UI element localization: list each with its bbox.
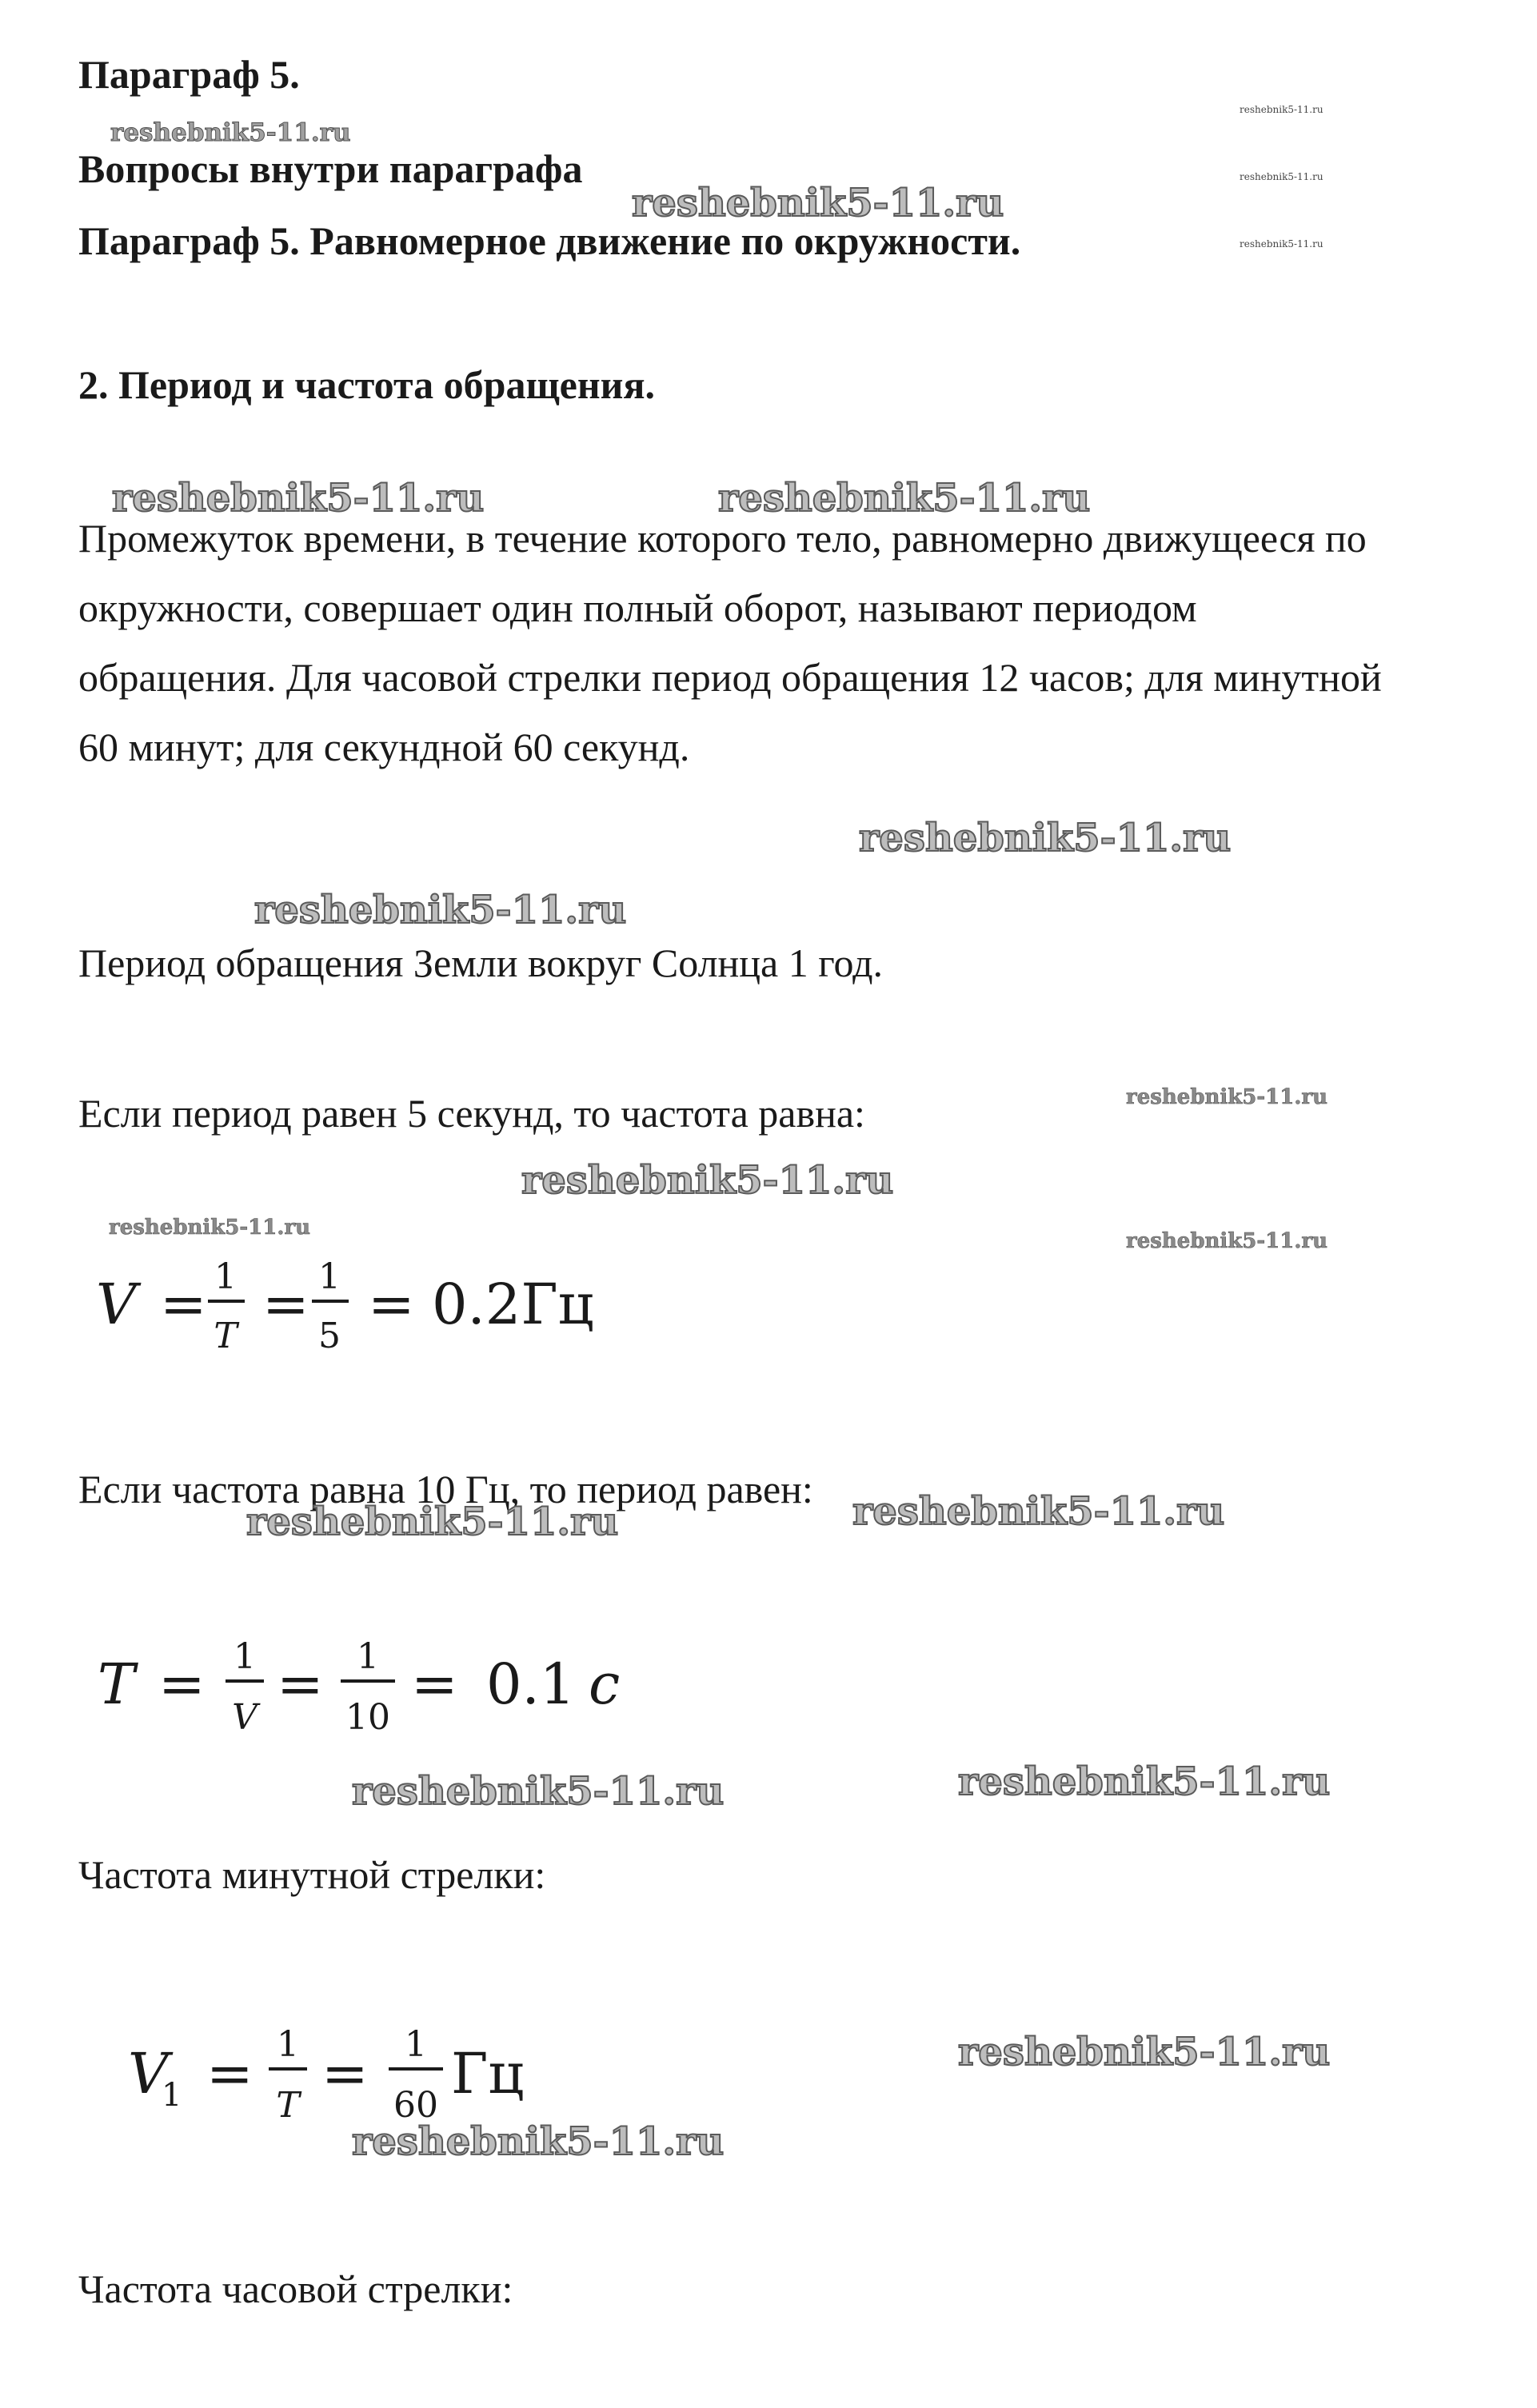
if-frequency-text: Если частота равна 10 Гц, то период равен: — [78, 1467, 813, 1511]
formula-denominator: 60 — [393, 2085, 438, 2126]
if-period-text: Если период равен 5 секунд, то частота равна: — [78, 1091, 865, 1136]
formula-numerator: 1 — [318, 1256, 341, 1297]
formula-result: 0.2Гц — [432, 1272, 594, 1337]
watermark: reshebnik5-11.ru — [112, 476, 485, 521]
watermark: reshebnik5-11.ru — [352, 1769, 725, 1814]
hour-hand-text: Частота часовой стрелки: — [78, 2266, 513, 2311]
watermark: reshebnik5-11.ru — [110, 118, 351, 147]
formula-unit: c — [589, 1651, 621, 1717]
watermark: reshebnik5-11.ru — [852, 1489, 1225, 1534]
svg-text:=: = — [411, 1651, 458, 1717]
formula-numerator: 1 — [357, 1636, 379, 1677]
watermark: reshebnik5-11.ru — [859, 816, 1232, 861]
paragraph-heading: Параграф 5. — [78, 52, 300, 97]
watermark: reshebnik5-11.ru — [1240, 104, 1323, 115]
watermark: reshebnik5-11.ru — [958, 1759, 1331, 1804]
formula-numerator: 1 — [277, 2024, 299, 2065]
formula-denominator: 10 — [345, 1697, 390, 1738]
formula-numerator: 1 — [234, 1636, 256, 1677]
watermark: reshebnik5-11.ru — [1126, 1229, 1328, 1253]
intro-paragraph: Промежуток времени, в течение которого тело, равномерно движущееся по окружности, совершает один полный оборот, называют периодом обращения. Для часовой стрелки период обращения 12 часов; для минутной 60 минут; для секундной 60 секунд. — [78, 516, 1382, 769]
formula-frequency — [88, 1236, 664, 1380]
watermark: reshebnik5-11.ru — [521, 1158, 894, 1203]
watermark: reshebnik5-11.ru — [1240, 238, 1323, 250]
svg-text:=: = — [368, 1272, 415, 1337]
formula-period — [88, 1615, 664, 1759]
watermark: reshebnik5-11.ru — [246, 1500, 619, 1544]
formula-lhs: T — [98, 1651, 135, 1717]
formula-numerator: 1 — [405, 2024, 427, 2065]
formula-lhs: V — [128, 2041, 169, 2107]
section-heading: 2. Период и частота обращения. — [78, 362, 656, 407]
svg-text:=: = — [160, 1272, 207, 1337]
watermark: reshebnik5-11.ru — [958, 2030, 1331, 2075]
watermark: reshebnik5-11.ru — [109, 1216, 311, 1240]
watermark: reshebnik5-11.ru — [254, 888, 627, 932]
svg-text:=: = — [262, 1272, 309, 1337]
watermark: reshebnik5-11.ru — [1240, 171, 1323, 182]
formula-denominator: V — [232, 1697, 257, 1738]
minute-hand-text: Частота минутной стрелки: — [78, 1852, 546, 1897]
formula-denominator: 5 — [318, 1316, 341, 1356]
formula-denominator: T — [214, 1316, 238, 1356]
formula-lhs: V — [96, 1272, 137, 1337]
watermark: reshebnik5-11.ru — [1126, 1085, 1328, 1109]
watermark: reshebnik5-11.ru — [718, 476, 1091, 521]
watermark: reshebnik5-11.ru — [632, 181, 1004, 226]
svg-text:=: = — [206, 2041, 254, 2107]
formula-denominator: T — [276, 2085, 300, 2126]
formula-numerator: 1 — [214, 1256, 237, 1297]
formula-subscript: 1 — [162, 2077, 182, 2114]
svg-text:=: = — [321, 2041, 369, 2107]
watermark: reshebnik5-11.ru — [352, 2119, 725, 2164]
questions-heading: Вопросы внутри параграфа — [78, 146, 583, 191]
svg-text:=: = — [277, 1651, 324, 1717]
formula-unit: Гц — [451, 2041, 525, 2107]
formula-result: 0.1 — [486, 1651, 576, 1717]
paragraph-title: Параграф 5. Равномерное движение по окружности. — [78, 218, 1021, 263]
svg-text:=: = — [158, 1651, 206, 1717]
earth-period-text: Период обращения Земли вокруг Солнца 1 год. — [78, 940, 884, 985]
